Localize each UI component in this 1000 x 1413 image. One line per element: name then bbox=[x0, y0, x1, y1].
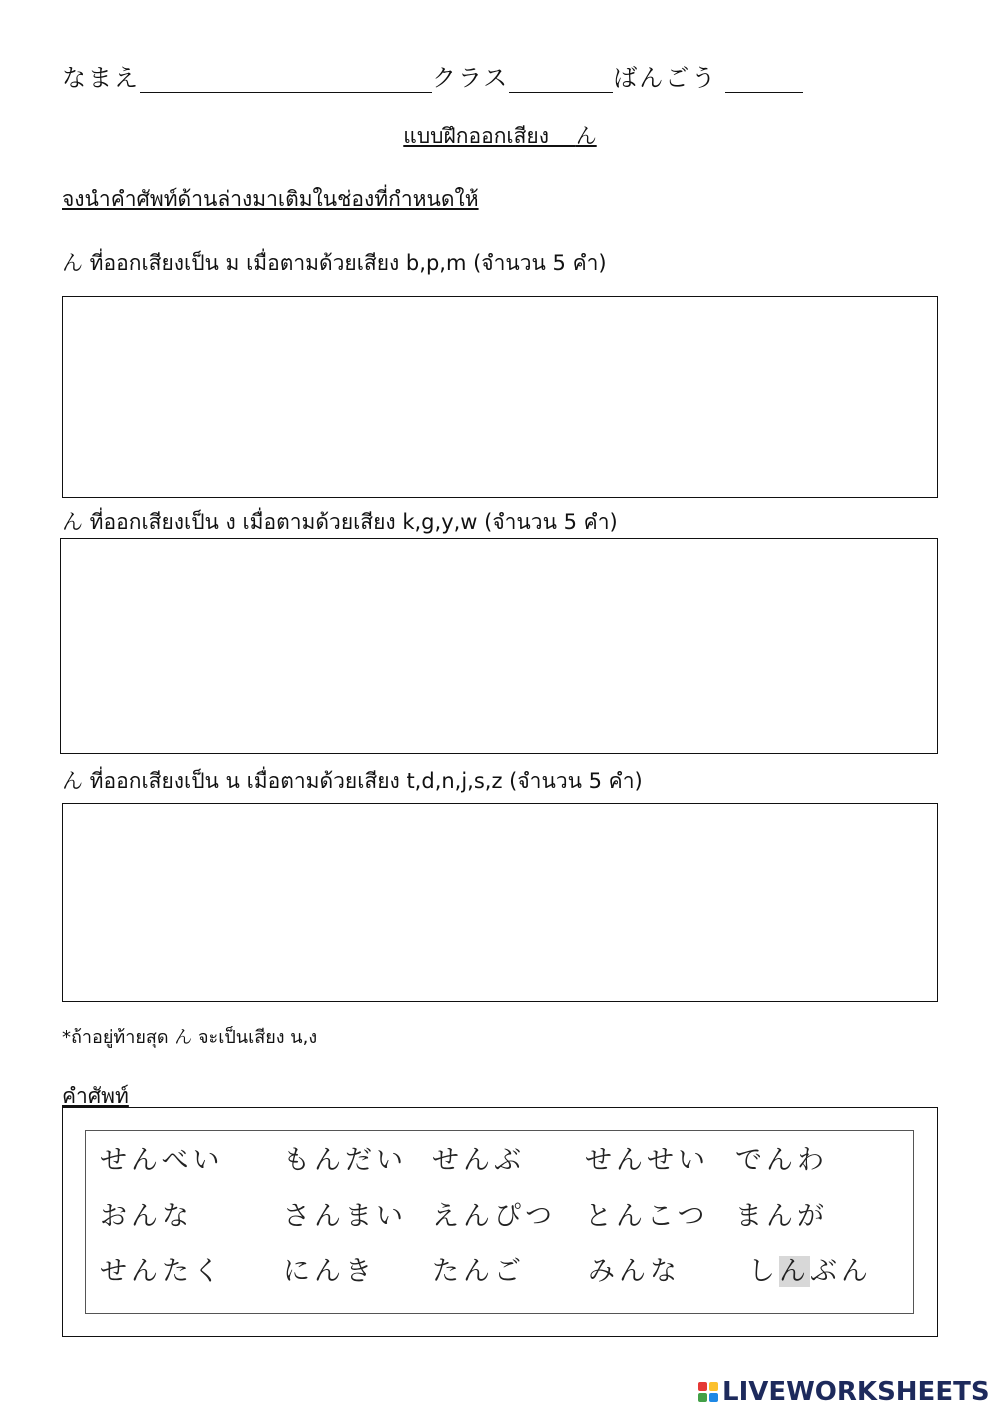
class-label: クラス bbox=[432, 64, 510, 92]
vocab-word[interactable]: せんせい bbox=[585, 1145, 709, 1176]
vocab-word[interactable]: さんまい bbox=[283, 1201, 407, 1232]
answer-box-m[interactable] bbox=[62, 296, 938, 498]
instruction-text: จงนำคำศัพท์ด้านล่างมาเติมในช่องที่กำหนดให้ bbox=[62, 187, 479, 211]
vocab-word[interactable]: まんが bbox=[735, 1201, 828, 1232]
vocab-word[interactable]: せんたく bbox=[100, 1256, 224, 1287]
worksheet-title bbox=[0, 120, 1000, 153]
vocab-word[interactable]: おんな bbox=[100, 1201, 193, 1232]
logo-text: LIVEWORKSHEETS bbox=[722, 1377, 990, 1407]
highlighted-kana: ん bbox=[779, 1256, 810, 1287]
logo-mark-icon bbox=[698, 1382, 718, 1402]
number-label: ばんごう bbox=[613, 64, 718, 92]
title-kana: ん bbox=[575, 124, 597, 148]
vocab-word[interactable]: とんこつ bbox=[585, 1201, 709, 1232]
vocab-word[interactable]: もんだい bbox=[283, 1145, 407, 1176]
number-field[interactable] bbox=[725, 66, 803, 93]
student-info-row bbox=[62, 58, 803, 93]
answer-box-n[interactable] bbox=[62, 803, 938, 1002]
liveworksheets-logo bbox=[698, 1377, 990, 1407]
vocab-word[interactable]: みんな bbox=[588, 1256, 681, 1287]
class-field[interactable] bbox=[509, 66, 613, 93]
answer-box-ng[interactable] bbox=[60, 538, 938, 754]
rule-m-heading: ん ที่ออกเสียงเป็น ม เมื่อตามด้วยเสียง b,p,m (จำนวน 5 คำ) bbox=[62, 251, 607, 275]
vocab-word[interactable]: えんぴつ bbox=[432, 1201, 556, 1232]
vocab-word-highlighted[interactable]: しんぶん bbox=[748, 1256, 872, 1287]
vocab-word[interactable]: でんわ bbox=[735, 1145, 828, 1176]
name-field[interactable] bbox=[140, 66, 432, 93]
vocab-word[interactable]: せんぶ bbox=[432, 1145, 525, 1176]
name-label: なまえ bbox=[62, 64, 140, 92]
vocab-heading: คำศัพท์ bbox=[62, 1084, 129, 1108]
rule-n-heading: ん ที่ออกเสียงเป็น น เมื่อตามด้วยเสียง t,d,n,j,s,z (จำนวน 5 คำ) bbox=[62, 769, 643, 793]
ending-note: *ถ้าอยู่ท้ายสุด ん จะเป็นเสียง น,ง bbox=[62, 1027, 318, 1048]
rule-ng-heading: ん ที่ออกเสียงเป็น ง เมื่อตามด้วยเสียง k,g,y,w (จำนวน 5 คำ) bbox=[62, 510, 618, 534]
title-text: แบบฝึกออกเสียง ん bbox=[403, 124, 597, 148]
vocab-word[interactable]: せんべい bbox=[100, 1145, 224, 1176]
vocab-word[interactable]: にんき bbox=[283, 1256, 376, 1287]
vocab-word[interactable]: たんご bbox=[432, 1256, 525, 1287]
